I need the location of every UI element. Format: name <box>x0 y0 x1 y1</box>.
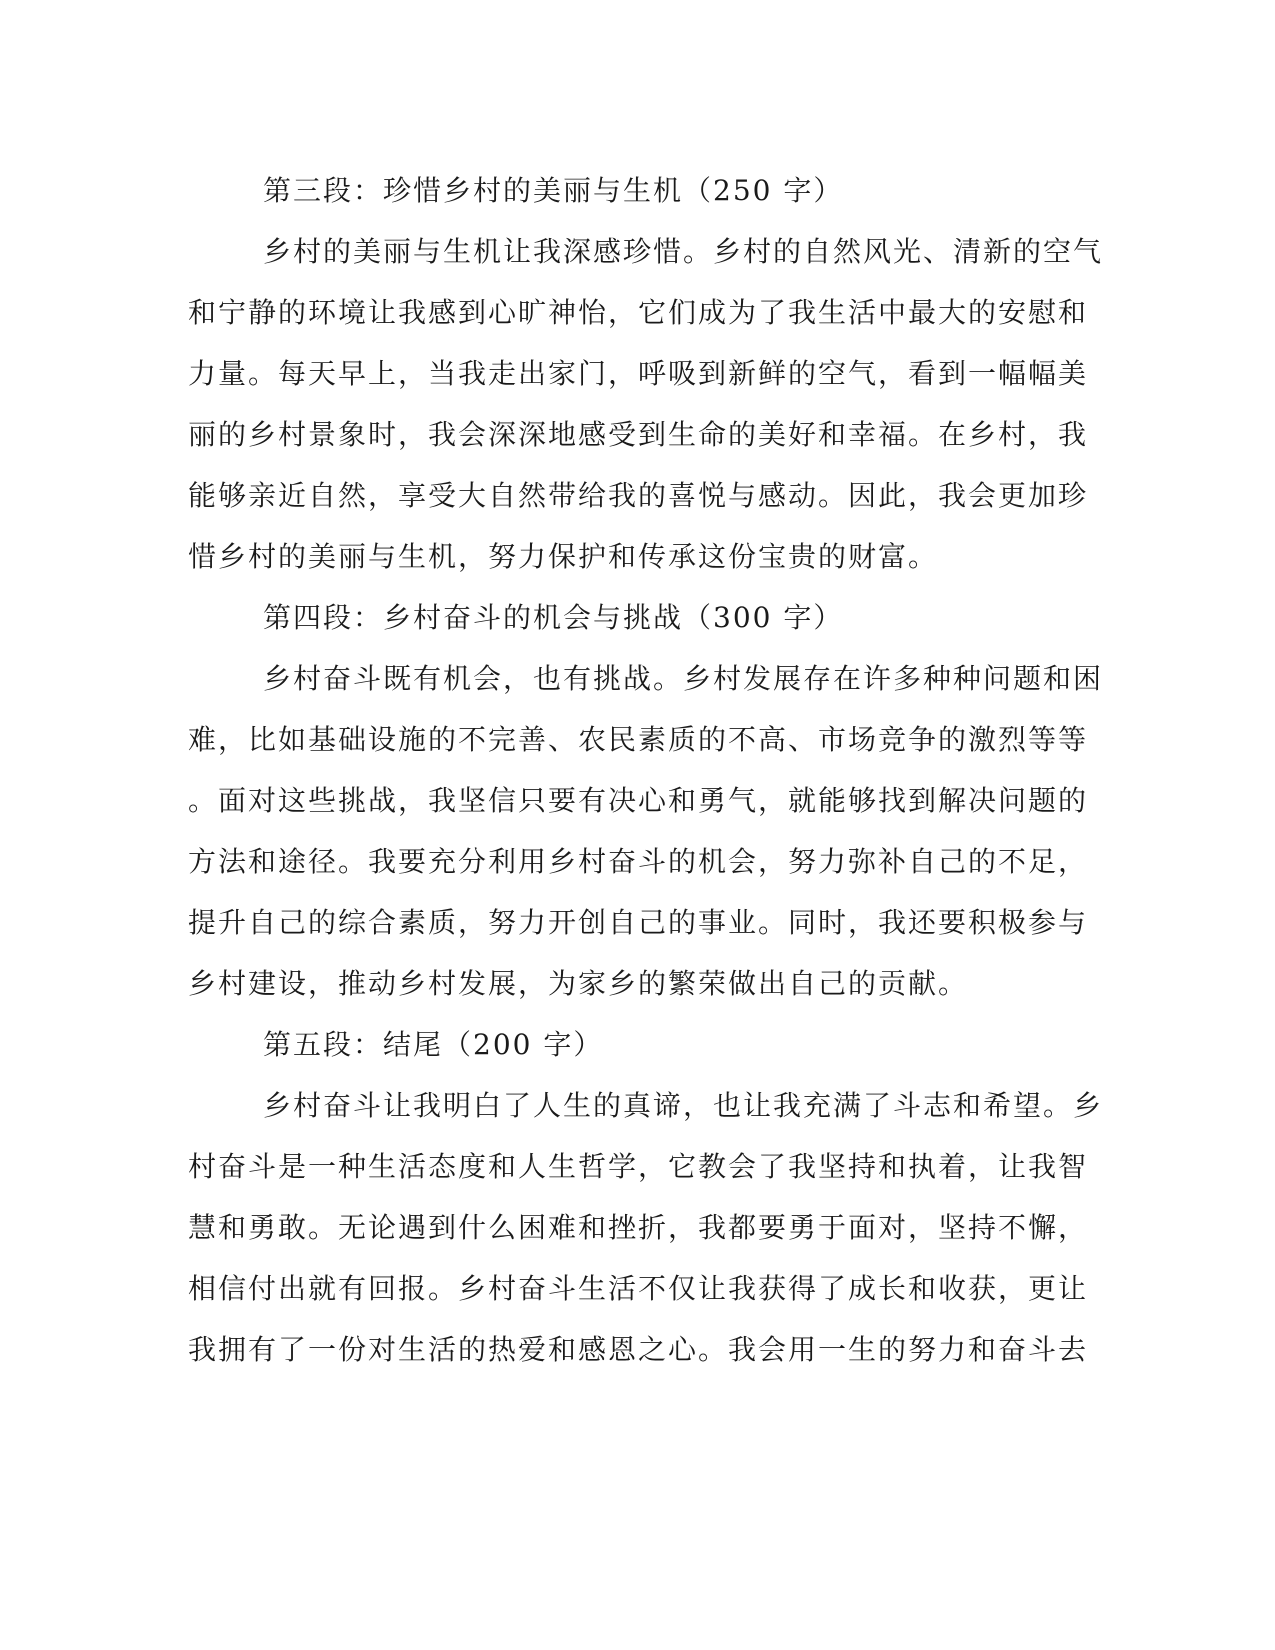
paragraph-line: 村奋斗是一种生活态度和人生哲学，它教会了我坚持和执着，让我智 <box>188 1150 1089 1183</box>
paragraph-line: 相信付出就有回报。乡村奋斗生活不仅让我获得了成长和收获，更让 <box>188 1272 1089 1305</box>
document-page <box>188 160 1104 1380</box>
section-heading: 第五段：结尾（200 字） <box>263 1028 604 1061</box>
paragraph-line: 力量。每天早上，当我走出家门，呼吸到新鲜的空气，看到一幅幅美 <box>188 357 1089 390</box>
paragraph-line: 方法和途径。我要充分利用乡村奋斗的机会，努力弥补自己的不足， <box>188 845 1089 878</box>
paragraph-line: 。面对这些挑战，我坚信只要有决心和勇气，就能够找到解决问题的 <box>188 784 1089 817</box>
paragraph-line: 乡村的美丽与生机让我深感珍惜。乡村的自然风光、清新的空气 <box>263 235 1104 268</box>
paragraph-line: 惜乡村的美丽与生机，努力保护和传承这份宝贵的财富。 <box>188 540 939 573</box>
paragraph-line: 能够亲近自然，享受大自然带给我的喜悦与感动。因此，我会更加珍 <box>188 479 1089 512</box>
paragraph-line: 我拥有了一份对生活的热爱和感恩之心。我会用一生的努力和奋斗去 <box>188 1333 1089 1366</box>
paragraph-line: 和宁静的环境让我感到心旷神怡，它们成为了我生活中最大的安慰和 <box>188 296 1089 329</box>
paragraph-line: 慧和勇敢。无论遇到什么困难和挫折，我都要勇于面对，坚持不懈， <box>188 1211 1089 1244</box>
paragraph-line: 乡村奋斗让我明白了人生的真谛，也让我充满了斗志和希望。乡 <box>263 1089 1104 1122</box>
section-heading: 第四段：乡村奋斗的机会与挑战（300 字） <box>263 601 844 634</box>
section-heading: 第三段：珍惜乡村的美丽与生机（250 字） <box>263 174 844 207</box>
paragraph-line: 乡村建设，推动乡村发展，为家乡的繁荣做出自己的贡献。 <box>188 967 969 1000</box>
paragraph-line: 丽的乡村景象时，我会深深地感受到生命的美好和幸福。在乡村，我 <box>188 418 1089 451</box>
paragraph-line: 难，比如基础设施的不完善、农民素质的不高、市场竞争的激烈等等 <box>188 723 1089 756</box>
paragraph-line: 乡村奋斗既有机会，也有挑战。乡村发展存在许多种种问题和困 <box>263 662 1104 695</box>
paragraph-line: 提升自己的综合素质，努力开创自己的事业。同时，我还要积极参与 <box>188 906 1089 939</box>
